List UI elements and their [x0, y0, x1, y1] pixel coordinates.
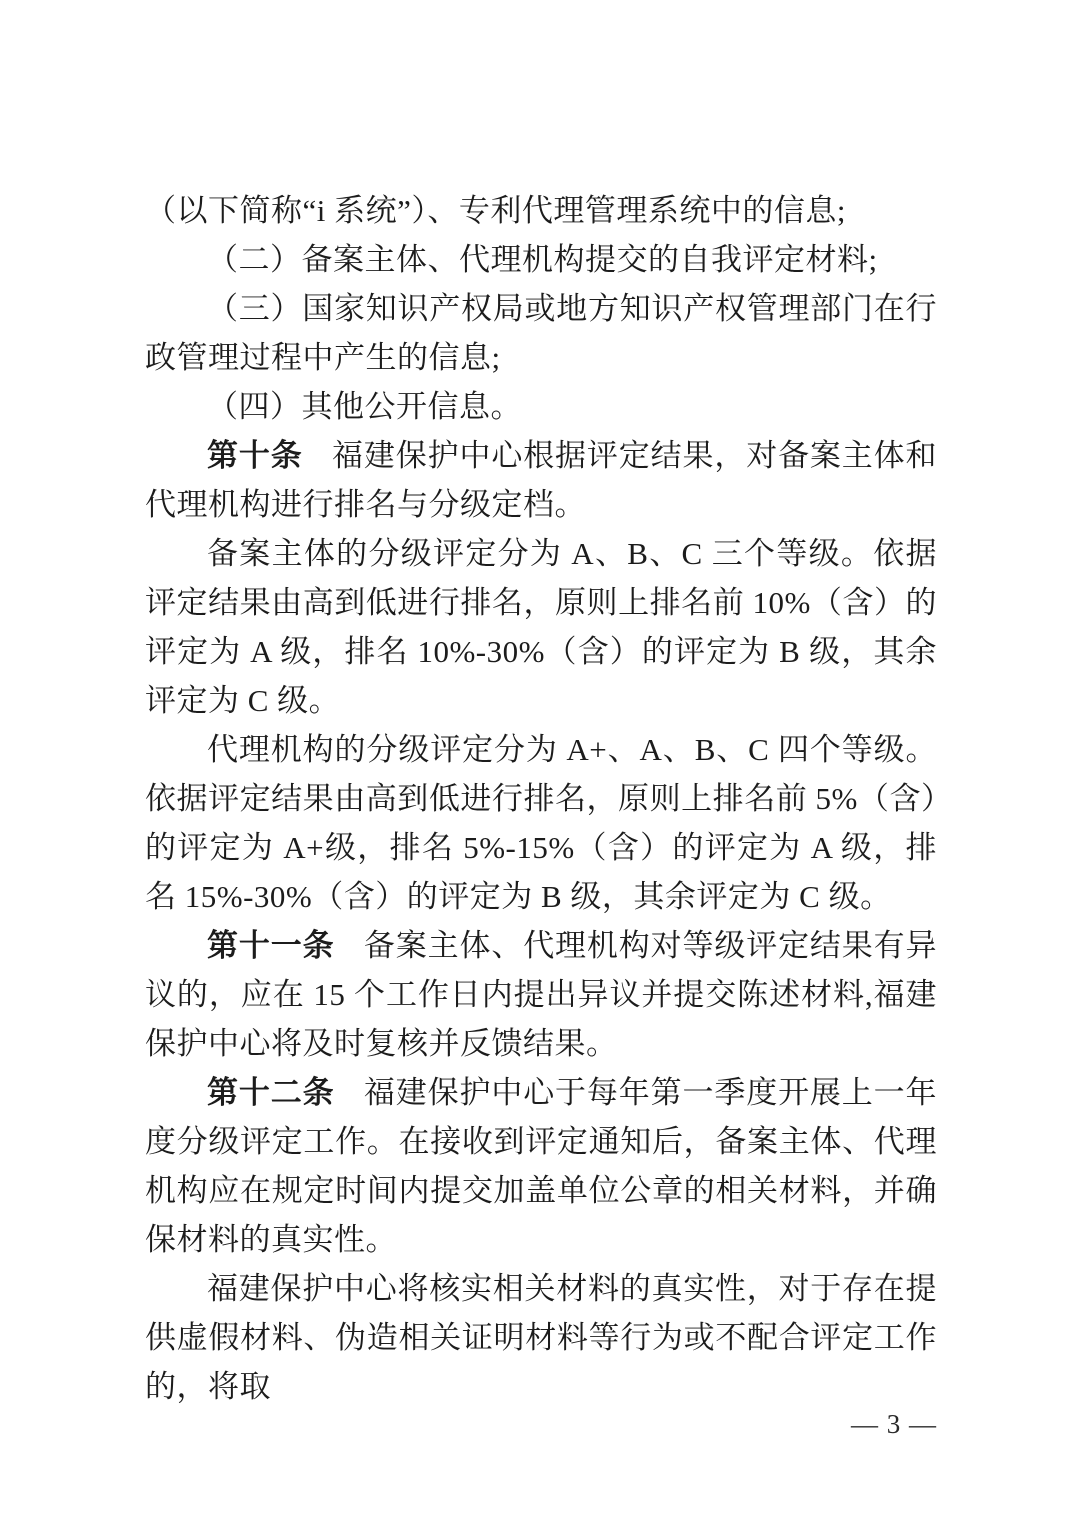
page-number: — 3 —	[851, 1409, 937, 1439]
article-12-heading: 第十二条	[207, 1075, 335, 1110]
article-10-heading: 第十条	[207, 438, 303, 473]
paragraph-continuation: （以下简称“i 系统”）、专利代理管理系统中的信息;	[145, 193, 846, 228]
paragraph-article-11	[145, 921, 937, 1068]
paragraph-verification: 福建保护中心将核实相关材料的真实性，对于存在提供虚假材料、伪造相关证明材料等行为或不配合评定工作的，将取	[145, 1271, 937, 1404]
article-11-text: 备案主体、代理机构对等级评定结果有异议的，应在 15 个工作日内提出异议并提交陈述材料,福建保护中心将及时复核并反馈结果。	[145, 928, 938, 1061]
paragraph-list-item-2: （二）备案主体、代理机构提交的自我评定材料;	[207, 242, 878, 277]
article-11-heading: 第十一条	[207, 928, 335, 963]
paragraph-grading-subjects: 备案主体的分级评定分为 A、B、C 三个等级。依据评定结果由高到低进行排名，原则上排名前 10%（含）的评定为 A 级，排名 10%-30%（含）的评定为 B 级，其余评定为 C 级。	[145, 536, 937, 718]
article-10-text: 福建保护中心根据评定结果，对备案主体和代理机构进行排名与分级定档。	[145, 438, 938, 522]
paragraph-list-item-3: （三）国家知识产权局或地方知识产权管理部门在行政管理过程中产生的信息;	[145, 291, 937, 375]
paragraph-article-10	[145, 431, 937, 529]
paragraph-list-item-4: （四）其他公开信息。	[207, 389, 522, 424]
document-body	[145, 186, 937, 1411]
article-12-text: 福建保护中心于每年第一季度开展上一年度分级评定工作。在接收到评定通知后，备案主体、代理机构应在规定时间内提交加盖单位公章的相关材料，并确保材料的真实性。	[145, 1075, 938, 1257]
paragraph-article-12	[145, 1068, 937, 1264]
paragraph-grading-agencies: 代理机构的分级评定分为 A+、A、B、C 四个等级。依据评定结果由高到低进行排名，原则上排名前 5%（含）的评定为 A+级，排名 5%-15%（含）的评定为 A 级，排名 15%-30%（含）的评定为 B 级，其余评定为 C 级。	[145, 732, 937, 914]
